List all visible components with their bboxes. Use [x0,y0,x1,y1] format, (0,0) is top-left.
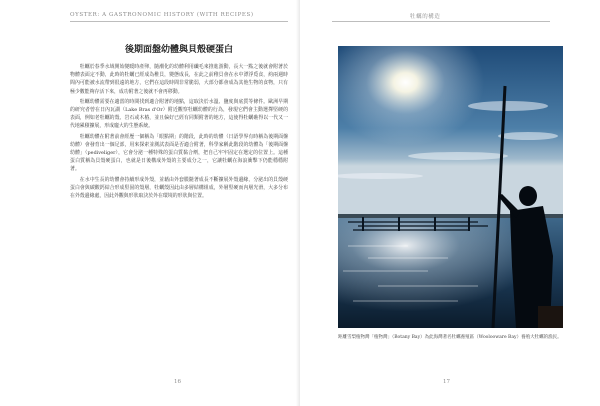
paragraph-4: 在水中生長的幼體會持續形成外殼，並藉由外套膜隨著成長不斷擴展外殼邊緣，分泌出的貝殼硬蛋白會與碳酸鈣結合形成堅固的殼層，牡蠣殼因此由多層結構組成，外層堅硬而內層光滑，大多分布在外殼邊緣處，因此外觀與形狀取決於外在環境的形狀與位置。 [70,176,288,200]
header-rule-left [70,21,288,22]
page-number-left: 16 [174,379,181,385]
paragraph-2: 牡蠣幼體需要在適當的時間找到適合附著的地點，這取決於水溫、鹽度與底質等條件。歐洲早期的研究者曾在日內瓦湖（Lake Bras d'Or）附近觀察牡蠣幼體的行為，發現它們會主動選擇堅硬的表面，例如老牡蠣的殼、岩石或木樁，並且偏好已經有同類附著的地方，這使得牡蠣礁得以一代又一代地累積擴展，形成龐大的生態系統。 [70,98,288,130]
page-number-right: 17 [443,379,450,385]
paragraph-3: 牡蠣幼體在附著前會經歷一個稱為「眼點期」的階段，此時的幼體（日語學界有時稱為後期面盤幼體）會發育出一個足部，用來探索並測試表面是否適合附著，科學家稱此階段的幼體為「後期面盤幼體」（pediveliger），它會分泌一種特殊的蛋白質黏合劑，把自己牢牢固定在選定的位置上。這種蛋白質稱為貝殼硬蛋白，也就是日後構成外殼的主要成分之一，它讓牡蠣在海浪衝擊下仍能穩穩附著。 [70,133,288,173]
oyster-farmer-photo [338,46,563,328]
running-head-left: OYSTER: A GASTRONOMIC HISTORY (WITH RECIPES) [70,12,254,18]
running-head-right: 牡蠣的構造 [410,14,441,20]
header-rule-right [332,21,550,22]
photo-illustration [338,46,563,328]
section-title: 後期面盤幼體與貝殼硬蛋白 [124,45,233,55]
paragraph-1: 牡蠣於春季水域開始變暖時產卵，隨潮化的幼體利用纖毛來推進游動，長大一點之後就會附著於物體表面定不動，此時的牡蠣已經成為稚貝，變態成長，在此之前稚貝會在水中漂浮覓食，約兩週時間內可能被水流帶到很遠的地方，它們在這段時間非常脆弱，大部分都會成為其他生物的食物，只有極少數能夠存活下來，成功附著之後就不會再移動。 [70,64,288,95]
photo-caption: 距離雪梨植物灣「植物灣」（Botany Bay）為此海灣著名牡蠣養殖區（Woolooware Bay）養殖大牡蠣的漁民。 [338,335,562,340]
body-text [70,63,288,202]
